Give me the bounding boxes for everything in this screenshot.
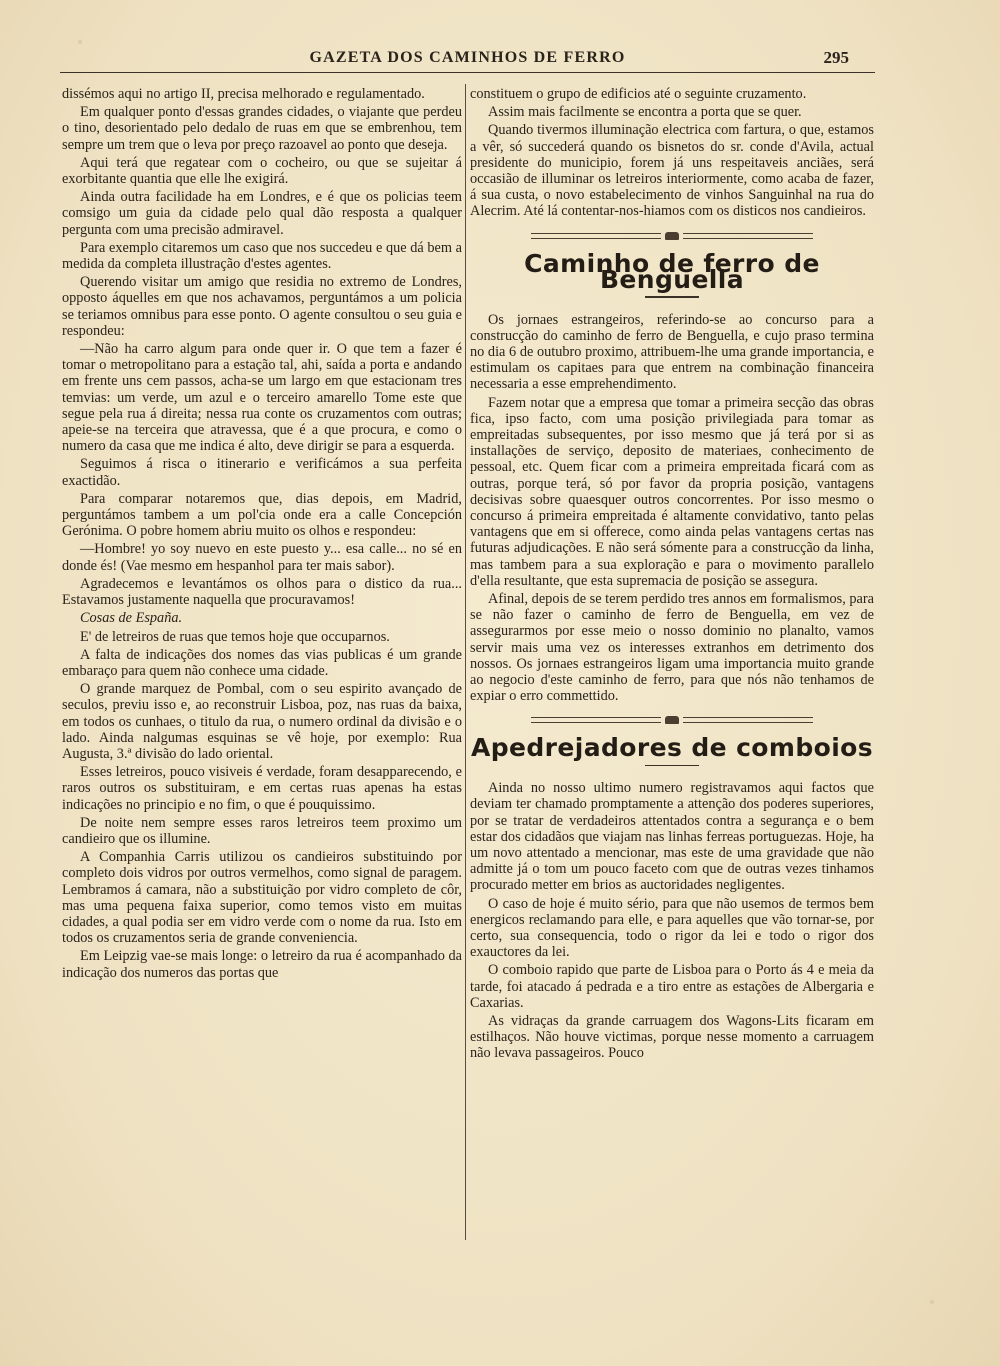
section-divider bbox=[470, 712, 874, 728]
paragraph: Ainda no nosso ultimo numero registravamos aqui factos que deviam ter chamado promptamente a attenção dos poderes superiores, por se tratar de verdadeiros attentados contra a segurança e o bem estar dos cidadãos que viajam nas linhas ferreas portuguezas. Hoje, ha um novo attentado a mencionar, mas este de uma gravidade que não admitte já o tom um pouco faceto com que de outras vezes tinhamos procurado metter em brios as auctoridades negligentes. bbox=[470, 780, 874, 894]
paper-spot bbox=[930, 1300, 934, 1304]
paragraph: Esses letreiros, pouco visiveis é verdade, foram desapparecendo, e raros outros os substituiram, e em certas ruas apenas ha estas indicações no principio e no fim, o que é pouquissimo. bbox=[62, 764, 462, 813]
title-underline bbox=[645, 765, 699, 767]
paragraph: Para comparar notaremos que, dias depois, em Madrid, perguntámos tambem a um pol'cia onde era a calle Concepción Gerónima. O pobre homem abriu muito os olhos e respondeu: bbox=[62, 490, 462, 540]
paragraph: —Não ha carro algum para onde quer ir. O que tem a fazer é tomar o metropolitano para a estação tal, ahi, saída a porta e andando em frente uns cem passos, acha-se um largo em que estacionam tres temvias: um verde, um azul e o terceiro amarello Tome este que segue pela rua á direita; nessa rua conte os cruzamentos com outras; apeie-se na terceira que atravessa, que é a que procura, e como o numero da casa que me indica é alto, deve dirigir se para a esquerda. bbox=[62, 341, 462, 455]
paragraph: E' de letreiros de ruas que temos hoje que occuparnos. bbox=[80, 628, 390, 645]
paragraph: A Companhia Carris utilizou os candieiros substituindo por completo dois vidros por outros vermelhos, como signal de paragem. Lembramos á camara, não a substituição por vidro completo de côr, mas uma pequena faixa superior, como temos visto em muitas cidades, a qual podia ser em vidro verde com o nome da rua. Isto em todos os cruzamentos seria de grande conveniencia. bbox=[62, 849, 462, 947]
right-column bbox=[470, 86, 874, 1064]
paragraph: constituem o grupo de edificios até o seguinte cruzamento. bbox=[470, 86, 807, 102]
locomotive-ornament-icon bbox=[665, 232, 679, 240]
divider-line bbox=[531, 717, 661, 723]
paragraph: O grande marquez de Pombal, com o seu espirito avançado de seculos, previu isso e, ao reconstruir Lisboa, poz, nas ruas da baixa, em todos os cunhaes, o titulo da rua, o numero ordinal da divisão e o lado. Ainda nalgumas esquinas se vê hoje, por exemplo: Rua Augusta, 3.ª divisão do lado oriental. bbox=[62, 681, 462, 762]
title-underline bbox=[645, 296, 699, 298]
left-column bbox=[62, 86, 462, 983]
paragraph-italic: Cosas de España. bbox=[80, 610, 183, 627]
paragraph: O comboio rapido que parte de Lisboa para o Porto ás 4 e meia da tarde, foi atacado á pedrada e a tiro entre as estações de Albergaria e Caxarias. bbox=[470, 962, 874, 1011]
column-divider bbox=[465, 84, 466, 1240]
paragraph: Quando tivermos illuminação electrica com fartura, o que, estamos a vêr, só succederá quando os bisnetos do sr. conde d'Avila, actual presidente do municipio, forem já uns respeitaveis anciães, será occasião de illuminar os letreiros interiormente, como acaba de fazer, á sua custa, o novo estabelecimento de vinhos Sanguinhal na rua do Alecrim. Até lá contentar-nos-hiamos com os disticos nos candieiros. bbox=[470, 122, 874, 220]
paragraph: De noite nem sempre esses raros letreiros teem proximo um candieiro que os illumine. bbox=[62, 814, 462, 847]
divider-line bbox=[683, 233, 813, 239]
paragraph: Querendo visitar um amigo que residia no extremo de Londres, opposto áquelles em que nos achavamos, perguntámos a um policia se teriamos omnibus para esse ponto. O agente consultou o seu guia e respondeu: bbox=[62, 274, 462, 339]
divider-line bbox=[531, 233, 661, 239]
paper-spot bbox=[78, 40, 82, 44]
paragraph: Ainda outra facilidade ha em Londres, e é que os policias teem comsigo um guia da cidade pelo qual dão resposta a qualquer pergunta com uma precisão admiravel. bbox=[62, 189, 462, 238]
locomotive-ornament-icon bbox=[665, 716, 679, 724]
paragraph: —Hombre! yo soy nuevo en este puesto y... esa calle... no sé en donde és! (Vae mesmo em hespanhol para ter mais sabor). bbox=[62, 541, 462, 574]
paragraph: Aqui terá que regatear com o cocheiro, ou que se sujeitar á exorbitante quantia que elle lhe exigirá. bbox=[62, 154, 462, 188]
publication-title: GAZETA DOS CAMINHOS DE FERRO bbox=[309, 49, 626, 66]
paragraph: Para exemplo citaremos um caso que nos succedeu e que dá bem a medida da completa illustração d'estes agentes. bbox=[62, 239, 462, 273]
paragraph: Em Leipzig vae-se mais longe: o letreiro da rua é acompanhado da indicação dos numeros das portas que bbox=[62, 948, 462, 981]
paragraph: Agradecemos e levantámos os olhos para o distico da rua... Estavamos justamente naquella que procuravamos! bbox=[62, 575, 462, 609]
paragraph: Afinal, depois de se terem perdido tres annos em formalismos, para se não fazer o caminho de ferro de Benguella, em vez de assegurarmos por esse meio o nosso dominio no planalto, vamos servir mais uma vez os interesses extranhos em detrimento dos nossos. Os jornaes estrangeiros ligam uma importancia muito grande ao negocio d'este caminho de ferro, para que nós não tenhamos de expiar o erro commettido. bbox=[470, 590, 874, 705]
page-number: 295 bbox=[823, 48, 849, 67]
paragraph: A falta de indicações dos nomes das vias publicas é um grande embaraço para quem não conhece uma cidade. bbox=[62, 646, 462, 679]
paragraph: dissémos aqui no artigo II, precisa melhorado e regulamentado. bbox=[62, 86, 425, 102]
paragraph: O caso de hoje é muito sério, para que não usemos de termos bem energicos reclamando para elle, e para aquelles que vão tornar-se, por certo, sua consequencia, todo o rigor da lei e todo o rigor dos exauctores da lei. bbox=[470, 895, 874, 961]
paragraph: Fazem notar que a empresa que tomar a primeira secção das obras fica, ipso facto, com uma posição privilegiada para tomar as empreitadas subsequentes, por isso mesmo que já terá por si as installações de serviço, deposito de materiaes, conhecimento de pessoal, etc. Quem ficar com a primeira empreitada ficará com as outras, porque terá, só por favor da propria posição, vantagens decisivas sobre quaesquer outros concorrentes. Por isso mesmo o concurso á primeira empreitada é altamente convidativo, tanto pelas vantagens que em si offerece, como ainda pelas vantagens certas nas futuras adjudicações. E não será sómente para a construcção da linha, mas tambem para a sua exploração e para o movimento parallelo d'ella resultante, que esta supremacia de posição se assegura. bbox=[470, 394, 874, 589]
section-divider bbox=[470, 228, 874, 244]
article-title-apedrejadores: Apedrejadores de comboios bbox=[470, 733, 874, 763]
paragraph: Em qualquer ponto d'essas grandes cidades, o viajante que perdeu o tino, desorientado pelo dedalo de ruas em que se embrenhou, tem sempre um trem que o leva por preço razoavel ao ponto que deseja. bbox=[62, 104, 462, 153]
paragraph: As vidraças da grande carruagem dos Wagons-Lits ficaram em estilhaços. Não houve victimas, porque nesse momento a carruagem não levava passageiros. Pouco bbox=[470, 1012, 874, 1062]
divider-line bbox=[683, 717, 813, 723]
paragraph: Os jornaes estrangeiros, referindo-se ao concurso para a construcção do caminho de ferro de Benguella, e cujo praso termina no dia 6 de outubro proximo, attribuem-lhe uma grande importancia, e estimulam os capitaes para que entrem na combinação financeira necessaria a esse emprehendimento. bbox=[470, 311, 874, 393]
paragraph: Seguimos á risca o itinerario e verificámos a sua perfeita exactidão. bbox=[62, 456, 462, 489]
paragraph: Assim mais facilmente se encontra a porta que se quer. bbox=[488, 104, 802, 121]
article-title-benguella: Caminho de ferro de Benguella bbox=[524, 248, 820, 294]
page-header bbox=[60, 46, 875, 73]
